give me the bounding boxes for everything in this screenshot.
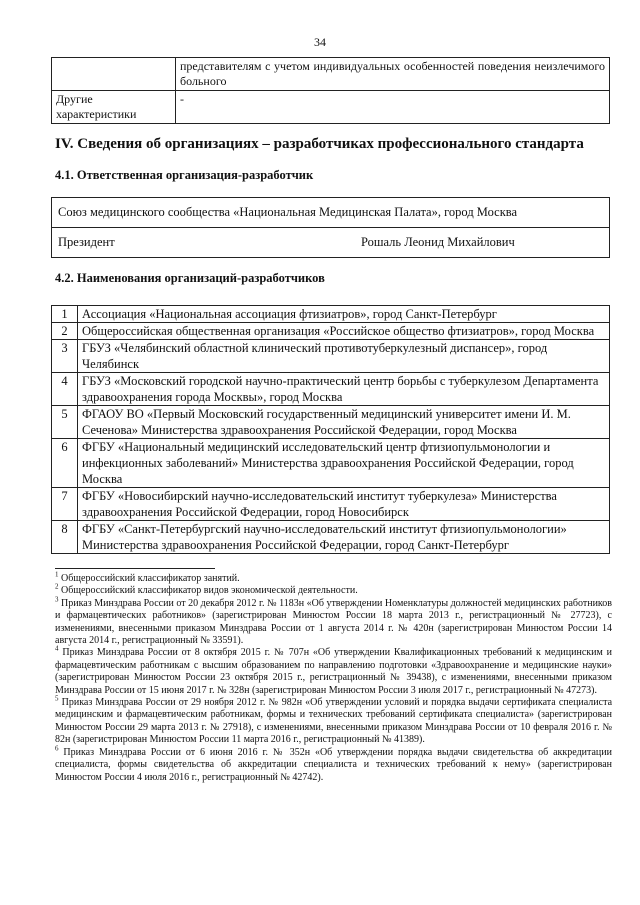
footnotes (55, 570, 613, 784)
row-number: 8 (52, 521, 78, 554)
footnote-text: Общероссийский классификатор занятий. (61, 573, 240, 584)
table-row (52, 488, 610, 521)
developers-table (51, 305, 610, 554)
row-number: 1 (52, 306, 78, 323)
footnote (55, 744, 612, 784)
section-heading: IV. Сведения об организациях – разработчиках профессионального стандарта (55, 136, 584, 152)
footnote (55, 647, 612, 697)
table-row (52, 439, 610, 488)
table-cell-label: Другие характеристики (52, 91, 176, 124)
row-number: 4 (52, 373, 78, 406)
subsection-heading-developers: 4.2. Наименования организаций-разработчиков (55, 271, 325, 285)
organization-name: ФГАОУ ВО «Первый Московский государственный медицинский университет имени И. М. Сеченова» Министерства здравоохранения Российской Федерации, город Москва (78, 406, 610, 439)
organization-name: ГБУЗ «Московский городской научно-практический центр борьбы с туберкулезом Департамента здравоохранения города Москвы», город Москва (78, 373, 610, 406)
footnote-mark: 1 (55, 570, 59, 579)
footnote-text: Приказ Минздрава России от 8 октября 2015 г. № 707н «Об утверждении Квалификационных требований к медицинским и фармацевтическим работникам с высшим образованием по направлению подготовки «Здравоохранение и медицинские науки» (зарегистрирован Минюстом России 23 октября 2015 г., регистрационный № 39438), с изменениями, внесенными приказом Минздрава России от 15 июня 2017 г. № 328н (зарегистрирован Минюстом России 3 июля 2017 г., регистрационный № 47273). (55, 647, 613, 696)
responsible-organization-table (51, 197, 610, 258)
subsection-heading-responsible: 4.1. Ответственная организация-разработчик (55, 168, 314, 182)
footnote-mark: 3 (55, 595, 59, 604)
table-row (52, 323, 610, 340)
responsible-signatory (52, 228, 610, 258)
continuation-table (51, 57, 610, 124)
footnote-divider (55, 568, 215, 569)
signatory-name: Рошаль Леонид Михайлович (361, 235, 515, 249)
table-row (52, 306, 610, 323)
page-number: 34 (314, 35, 326, 49)
table-row (52, 373, 610, 406)
organization-name: Ассоциация «Национальная ассоциация фтизиатров», город Санкт-Петербург (78, 306, 610, 323)
footnote-text: Приказ Минздрава России от 20 декабря 2012 г. № 1183н «Об утверждении Номенклатуры должностей медицинских работников и фармацевтических работников» (зарегистрирован Минюстом России 18 марта 2013 г., регистрационный № 27723), с изменениями, внесенными приказом Минздрава России от 1 августа 2014 г. № 420н (зарегистрирован Минюстом России 14 августа 2014 г., регистрационный № 33591). (55, 597, 612, 647)
table-row (52, 198, 610, 228)
table-row (52, 91, 610, 124)
table-cell-value: - (176, 91, 610, 124)
footnote (55, 570, 612, 585)
footnote (55, 585, 612, 597)
footnote-mark: 5 (55, 694, 59, 703)
table-row (52, 58, 610, 91)
table-row (52, 406, 610, 439)
row-number: 7 (52, 488, 78, 521)
row-number: 6 (52, 439, 78, 488)
footnote-mark: 6 (55, 744, 59, 753)
table-cell-value: представителям с учетом индивидуальных особенностей поведения неизлечимого больного (176, 58, 610, 91)
row-number: 2 (52, 323, 78, 340)
organization-name: ФГБУ «Национальный медицинский исследовательский центр фтизиопульмонологии и инфекционных заболеваний» Министерства здравоохранения Российской Федерации, город Москва (78, 439, 610, 488)
footnote-mark: 4 (55, 645, 59, 654)
table-cell-label (52, 58, 176, 91)
responsible-organization-name: Союз медицинского сообщества «Национальная Медицинская Палата», город Москва (52, 198, 610, 228)
footnote (55, 694, 613, 747)
organization-name: ФГБУ «Санкт-Петербургский научно-исследовательский институт фтизиопульмонологии» Министерства здравоохранения Российской Федерации, город Санкт-Петербург (78, 521, 610, 554)
footnote-mark: 2 (55, 583, 59, 592)
table-row (52, 340, 610, 373)
organization-name: ФГБУ «Новосибирский научно-исследовательский институт туберкулеза» Министерства здравоохранения Российской Федерации, город Новосибирск (78, 488, 610, 521)
table-row (52, 228, 610, 258)
footnote (55, 595, 612, 648)
table-row (52, 521, 610, 554)
footnote-text: Общероссийский классификатор видов экономической деятельности. (61, 585, 358, 597)
footnote-text: Приказ Минздрава России от 6 июня 2016 г. № 352н «Об утверждении порядка выдачи свидетельства об аккредитации специалиста, формы свидетельства об аккредитации специалиста и технических требований к нему» (зарегистрирован Минюстом России 4 июля 2016 г., регистрационный № 42742). (55, 746, 612, 783)
organization-name: Общероссийская общественная организация «Российское общество фтизиатров», город Москва (78, 323, 610, 340)
row-number: 3 (52, 340, 78, 373)
row-number: 5 (52, 406, 78, 439)
footnote-text: Приказ Минздрава России от 29 ноября 2012 г. № 982н «Об утверждении условий и порядка выдачи сертификата специалиста медицинским и фармацевтическим работникам, формы и технических требований сертификата специалиста» (зарегистрирован Минюстом России 29 марта 2013 г. № 27918), с изменениями, внесенными приказом Минздрава России от 10 февраля 2016 г. № 82н (зарегистрирован Минюстом России 11 марта 2016 г., регистрационный № 41389). (55, 697, 613, 746)
signatory-position: Президент (58, 235, 115, 249)
organization-name: ГБУЗ «Челябинский областной клинический противотуберкулезный диспансер», город Челябинск (78, 340, 610, 373)
